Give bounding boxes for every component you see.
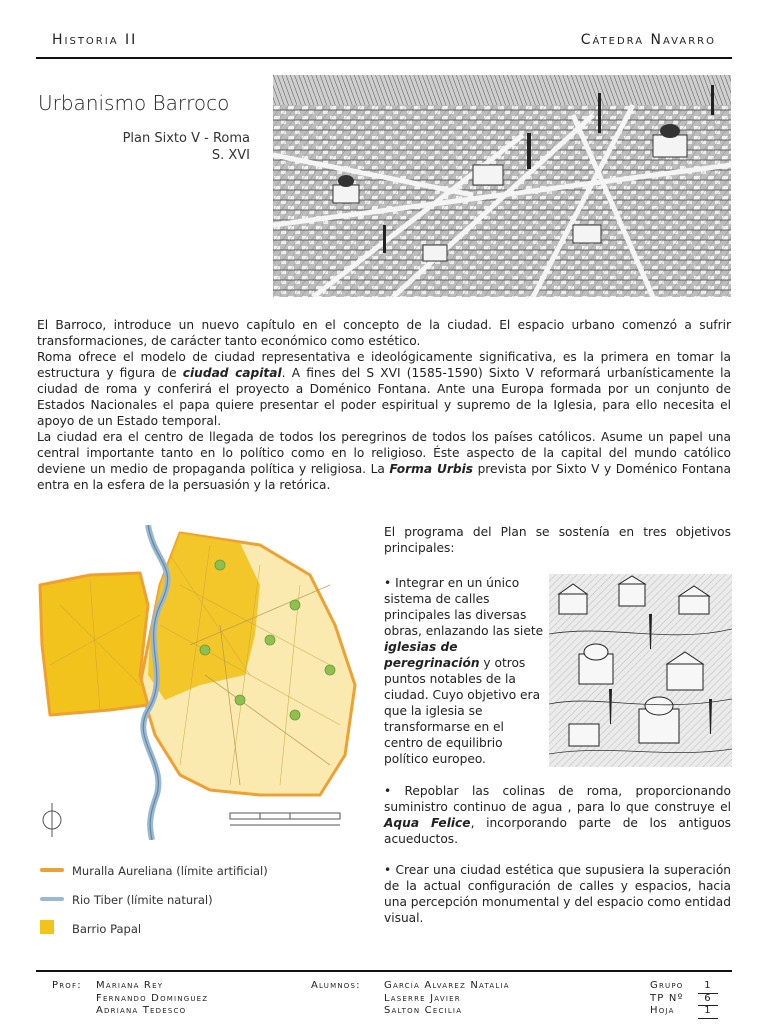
group-row (650, 980, 712, 993)
river-swatch-icon (40, 897, 64, 901)
chair-name: Cátedra Navarro (580, 32, 716, 48)
objective-1-emphasis: iglesias de peregrinación (384, 640, 480, 670)
legend-label-papal: Barrio Papal (72, 922, 142, 936)
student-name: García Alvarez Natalia (384, 980, 510, 991)
subtitle-line-1: Plan Sixto V - Roma (122, 131, 250, 146)
intro-paragraph-2 (37, 349, 731, 429)
professors-list (96, 980, 208, 1018)
sheet-label: Hoja (650, 1005, 675, 1016)
wall-swatch-icon (40, 868, 64, 872)
professor-name: Fernando Dominguez (96, 992, 209, 1004)
intro-p2-emphasis: ciudad capital (182, 366, 282, 380)
intro-p2-text-c: . A fines del S XVI (1585-1590) Sixto V reformará urbanísticamente la ciudad de roma y conferirá el proyecto a Doménico Fontana. Ante una Europa formada por un conjunto de Estados Nacionales el papa quiere presentar el poder espiritual y supremo de la Iglesia, para ello necesita el apoyo de un Estado temporal. (37, 366, 732, 428)
objective-1-text-c: y otros puntos notables de la ciudad. Cuyo objetivo era que la iglesia se transformarse en el centro de equilibrio político europeo. (384, 656, 541, 766)
intro-p3-text-a: La ciudad era el centro de llegada de todos los peregrinos de todos los países católicos. Asume un papel una central importante tanto en lo político como en lo religioso. Éste aspecto de la capital del mundo católico deviene un medio de propaganda política y religiosa. La (37, 430, 731, 476)
objective-3: • Crear una ciudad estética que supusiera la superación de la actual configuración de calles y espacios, hacia una percepción monumental y del espacio como entidad visual. (384, 863, 731, 925)
program-intro: El programa del Plan se sostenía en tres objetivos principales: (384, 525, 731, 555)
intro-paragraph-1: El Barroco, introduce un nuevo capítulo en el concepto de la ciudad. El espacio urbano comenzó a sufrir transformaciones, de carácter tanto económico como estético. (37, 318, 731, 348)
subtitle-line-2: S. XVI (211, 148, 250, 163)
students-label: Alumnos: (311, 980, 361, 991)
assignment-meta (650, 980, 712, 1018)
intro-paragraph-3 (37, 429, 731, 493)
tp-row (650, 992, 712, 1006)
professors-label: Prof: (52, 980, 82, 991)
footer-rule (36, 970, 732, 972)
students-list (384, 980, 510, 1018)
intro-text (37, 317, 731, 493)
intro-p3-text-c: prevista por Sixto V y Doménico Fontana entra en la esfera de la persuasión y la retórica. (37, 462, 731, 492)
tp-value: 6 (698, 993, 718, 1007)
objective-1-text-a: • Integrar en un único sistema de calles principales las diversas obras, enlazando las siete (384, 576, 544, 638)
rome-plan-map (30, 525, 370, 840)
group-label: Grupo (650, 980, 684, 991)
course-name: Historia II (52, 32, 138, 48)
tp-label: TP Nº (650, 992, 684, 1004)
legend-label-wall: Muralla Aureliana (límite artificial) (72, 864, 268, 878)
sheet-value: 1 (698, 1005, 718, 1019)
page-subtitle (30, 130, 250, 164)
header-rule (36, 57, 732, 59)
professor-name: Mariana Rey (96, 980, 164, 991)
student-name: Salton Cecilia (384, 1005, 463, 1016)
papal-swatch-icon (40, 920, 54, 934)
objective-2-emphasis: Aqua Felice (384, 816, 471, 830)
objective-2 (384, 783, 731, 847)
objective-2-text-c: , incorporando parte de los antiguos acueductos. (384, 816, 732, 846)
churches-engraving (549, 574, 732, 767)
professor-name: Adriana Tedesco (96, 1005, 187, 1016)
intro-p2-text-a: Roma ofrece el modelo de ciudad representativa e ideológicamente significativa, es la primera en tomar la estructura y figura de (37, 350, 731, 380)
objective-1 (384, 575, 544, 767)
legend-label-river: Rio Tiber (límite natural) (72, 893, 213, 907)
rome-panorama-engraving (273, 75, 731, 297)
trastevere-area (40, 573, 148, 715)
objective-2-text-a: • Repoblar las colinas de roma, proporcionando suministro continuo de agua , para lo que construye el (384, 784, 731, 814)
intro-p3-emphasis: Forma Urbis (389, 462, 474, 476)
page-title: Urbanismo Barroco (38, 91, 230, 115)
sheet-row (650, 1005, 712, 1018)
student-name: Laserre Javier (384, 992, 461, 1004)
group-value: 1 (698, 980, 718, 994)
